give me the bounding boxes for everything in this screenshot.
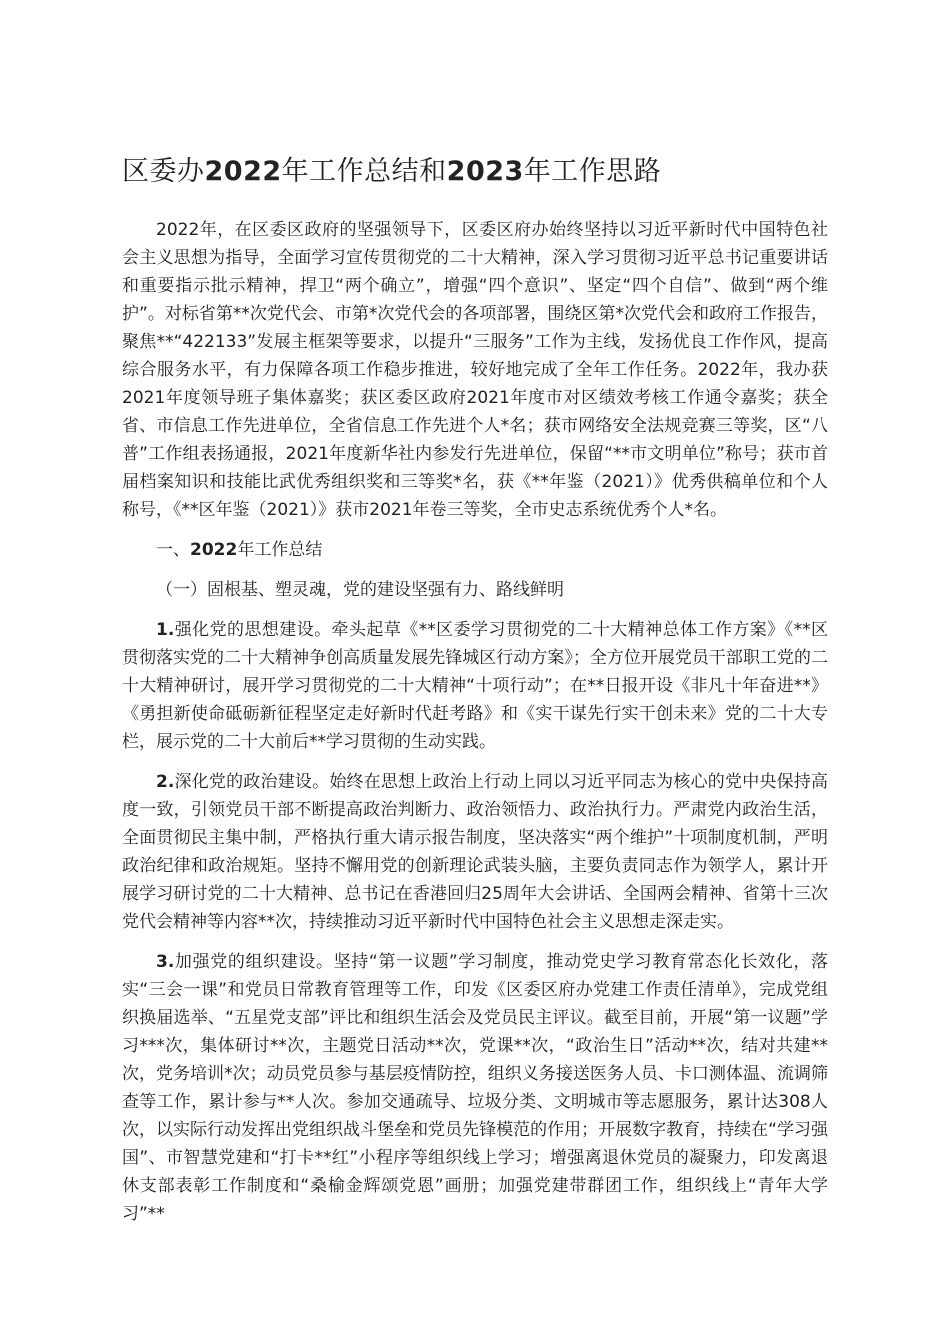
title-year-2023: 2023 [446,156,524,187]
subsection-heading-1: （一）固根基、塑灵魂，党的建设坚强有力、路线鲜明 [156,580,564,600]
section-heading-year: 2022 [190,540,238,560]
document-title [122,152,828,192]
title-prefix: 区委办 [122,156,205,187]
intro-paragraph: 2022年，在区委区政府的坚强领导下，区委区府办始终坚持以习近平新时代中国特色社会主义思想为指导，全面学习宣传贯彻党的二十大精神，深入学习贯彻习近平总书记重要讲话和重要指示批示精神，捍卫“两个确立”，增强“四个意识”、坚定“四个自信”、做到“两个维护”。对标省第**次党代会、市第*次党代会的各项部署，围绕区第*次党代会和政府工作报告，聚焦**“422133”发展主框架等要求，以提升“三服务”工作为主线，发扬优良工作作风，提高综合服务水平，有力保障各项工作稳步推进，较好地完成了全年工作任务。2022年，我办获2021年度领导班子集体嘉奖；获区委区政府2021年度市对区绩效考核工作通令嘉奖；获全省、市信息工作先进单位，全省信息工作先进个人*名；获市网络安全法规竞赛三等奖，区“八普”工作组表扬通报，2021年度新华社内参发行先进单位，保留“**市文明单位”称号；获市首届档案知识和技能比武优秀组织奖和三等奖*名，获《**年鉴（2021）》优秀供稿单位和个人称号，《**区年鉴（2021）》获市2021年卷三等奖，全市史志系统优秀个人*名。 [122,220,828,520]
item-text: 强化党的思想建设。牵头起草《**区委学习贯彻党的二十大精神总体工作方案》《**区贯彻落实党的二十大精神争创高质量发展先锋城区行动方案》；全方位开展党员干部职工党的二十大精神研讨，展开学习贯彻党的二十大精神“十项行动”；在**日报开设《非凡十年奋进**》《勇担新使命砥砺新征程坚定走好新时代赶考路》和《实干谋先行实干创未来》党的二十大专栏，展示党的二十大前后**学习贯彻的生动实践。 [122,620,828,752]
item-paragraph-2 [122,768,828,936]
item-text: 加强党的组织建设。坚持“第一议题”学习制度，推动党史学习教育常态化长效化，落实“三会一课”和党员日常教育管理等工作，印发《区委区府办党建工作责任清单》，完成党组织换届选举、“五星党支部”评比和组织生活会及党员民主评议。截至目前，开展“第一议题”学习***次，集体研讨**次，主题党日活动**次，党课**次，“政治生日”活动**次，结对共建**次，党务培训*次；动员党员参与基层疫情防控，组织义务接送医务人员、卡口测体温、流调筛查等工作，累计参与**人次。参加交通疏导、垃圾分类、文明城市等志愿服务，累计达308人次，以实际行动发挥出党组织战斗堡垒和党员先锋模范的作用；开展数字教育，持续在“学习强国”、市智慧党建和“打卡**红”小程序等组织线上学习；增强离退休党员的凝聚力，印发离退休支部表彰工作制度和“桑榆金辉颂党恩”画册；加强党建带群团工作，组织线上“青年大学习”** [122,952,828,1224]
section-heading-prefix: 一、 [156,540,190,560]
section-heading-1 [122,536,828,564]
item-paragraph-3 [122,948,828,1228]
item-text: 深化党的政治建设。始终在思想上政治上行动上同以习近平同志为核心的党中央保持高度一致，引领党员干部不断提高政治判断力、政治领悟力、政治执行力。严肃党内政治生活，全面贯彻民主集中制，严格执行重大请示报告制度，坚决落实“两个维护”十项制度机制，严明政治纪律和政治规矩。坚持不懈用党的创新理论武装头脑，主要负责同志作为领学人，累计开展学习研讨党的二十大精神、总书记在香港回归25周年大会讲话、全国两会精神、省第十三次党代会精神等内容**次，持续推动习近平新时代中国特色社会主义思想走深走实。 [122,772,828,932]
title-suffix: 年工作思路 [523,156,662,187]
item-number: 3. [156,952,175,972]
item-number: 1. [156,620,175,640]
title-mid: 年工作总结和 [281,156,447,187]
item-paragraph-1 [122,616,828,756]
section-heading-suffix: 年工作总结 [237,540,323,560]
title-year-2022: 2022 [204,156,282,187]
item-number: 2. [156,772,175,792]
